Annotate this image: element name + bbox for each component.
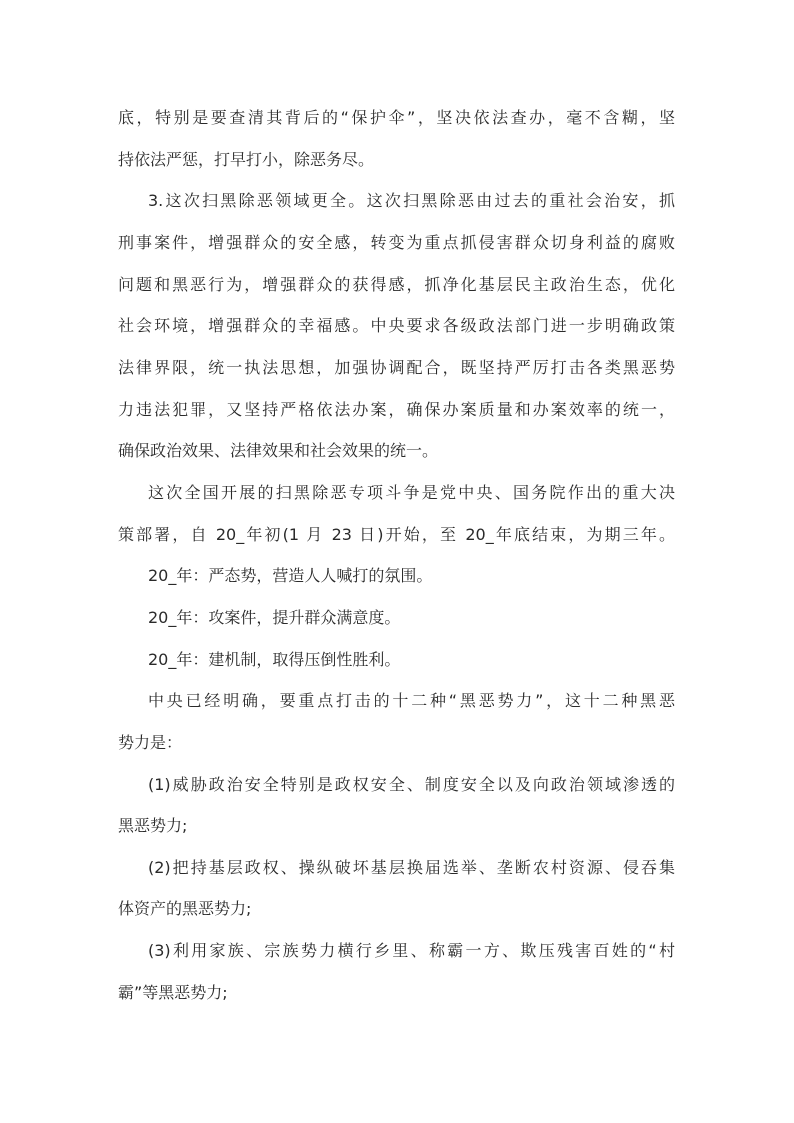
paragraph (118, 555, 675, 597)
text-line: 刑事案件，增强群众的安全感，转变为重点抓侵害群众切身利益的腐败 (118, 232, 675, 252)
text-line: 3.这次扫黑除恶领域更全。这次扫黑除恶由过去的重社会治安，抓 (148, 191, 675, 211)
text-line: 黑恶势力; (118, 816, 188, 836)
text-line: 底，特别是要查清其背后的“保护伞”，坚决依法查办，毫不含糊，坚 (118, 108, 675, 127)
paragraph (118, 472, 675, 555)
text-line: 这次全国开展的扫黑除恶专项斗争是党中央、国务院作出的重大决 (148, 482, 675, 502)
text-line: (3)利用家族、宗族势力横行乡里、称霸一方、欺压残害百姓的“村 (148, 941, 675, 961)
paragraph (118, 680, 675, 763)
text-line: (1)威胁政治安全特别是政权安全、制度安全以及向政治领域渗透的 (148, 774, 675, 794)
document-body (118, 97, 675, 1013)
paragraph (118, 930, 675, 1013)
text-line: 中央已经明确，要重点打击的十二种“黑恶势力”，这十二种黑恶 (148, 691, 675, 711)
text-line: 体资产的黑恶势力; (118, 899, 252, 919)
text-line: 20_年：攻案件，提升群众满意度。 (148, 607, 401, 627)
text-line: 势力是： (118, 732, 183, 752)
text-line: 20_年：严态势，营造人人喊打的氛围。 (148, 566, 433, 586)
text-line: 确保政治效果、法律效果和社会效果的统一。 (118, 441, 439, 461)
paragraph (118, 97, 675, 180)
text-line: 20_年：建机制，取得压倒性胜利。 (148, 649, 401, 669)
paragraph (118, 180, 675, 472)
text-line: 持依法严惩，打早打小，除恶务尽。 (118, 149, 375, 169)
text-line: (2)把持基层政权、操纵破坏基层换届选举、垄断农村资源、侵吞集 (148, 857, 675, 877)
paragraph (118, 847, 675, 930)
text-line: 策部署，自 20_年初(1 月 23 日)开始，至 20_年底结束，为期三年。 (118, 524, 675, 544)
text-line: 社会环境，增强群众的幸福感。中央要求各级政法部门进一步明确政策 (118, 316, 675, 336)
paragraph (118, 764, 675, 847)
text-line: 力违法犯罪，又坚持严格依法办案，确保办案质量和办案效率的统一， (118, 399, 675, 419)
paragraph (118, 597, 675, 639)
text-line: 霸”等黑恶势力; (118, 982, 228, 1002)
text-line: 法律界限，统一执法思想，加强协调配合，既坚持严厉打击各类黑恶势 (118, 357, 675, 377)
paragraph (118, 639, 675, 681)
text-line: 问题和黑恶行为，增强群众的获得感，抓净化基层民主政治生态，优化 (118, 274, 675, 294)
